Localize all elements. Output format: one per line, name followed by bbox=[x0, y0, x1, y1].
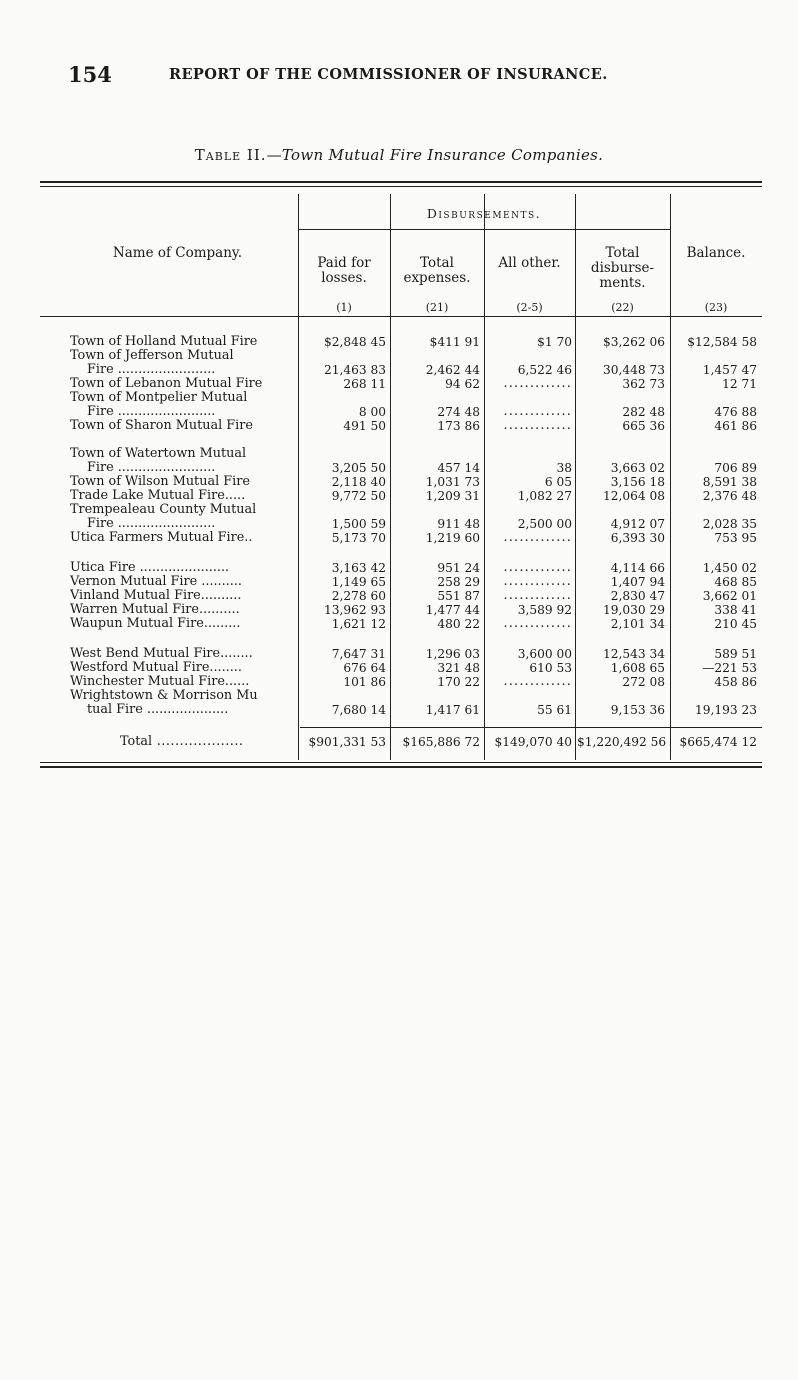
column-header bbox=[670, 246, 762, 261]
cell-value: 3,205 50 bbox=[331, 461, 386, 475]
cell-value: 19,193 23 bbox=[694, 703, 757, 717]
cell-value: 1,219 60 bbox=[425, 531, 480, 545]
cell-value: 3,662 01 bbox=[702, 589, 757, 603]
cell-value: 30,448 73 bbox=[602, 363, 665, 377]
column-number: (1) bbox=[336, 301, 352, 314]
cell-value: 461 86 bbox=[714, 419, 757, 433]
header-bottom-rule bbox=[40, 316, 762, 317]
company-name: Town of Holland Mutual Fire bbox=[70, 335, 258, 349]
cell-value: —221 53 bbox=[702, 661, 757, 675]
company-name: Trempealeau County Mutual bbox=[70, 503, 257, 517]
header-disbursements: Disbursements. bbox=[426, 206, 542, 221]
cell-value: 1,082 27 bbox=[517, 489, 572, 503]
cell-value: 1,209 31 bbox=[425, 489, 480, 503]
title-dash: — bbox=[266, 146, 282, 164]
page-header bbox=[68, 62, 768, 92]
total-value: $165,886 72 bbox=[402, 735, 480, 749]
cell-value: 4,912 07 bbox=[610, 517, 665, 531]
cell-value: 2,118 40 bbox=[331, 475, 386, 489]
cell-value: 551 87 bbox=[437, 589, 480, 603]
cell-value: 362 73 bbox=[622, 377, 665, 391]
empty-cell-leader: ............. bbox=[503, 405, 572, 419]
cell-value: 274 48 bbox=[437, 405, 480, 419]
column-header-line: Total bbox=[605, 245, 640, 261]
table-row bbox=[0, 575, 798, 589]
table-row bbox=[0, 447, 798, 461]
cell-value: 911 48 bbox=[437, 517, 480, 531]
cell-value: 468 85 bbox=[714, 575, 757, 589]
company-name: Town of Montpelier Mutual bbox=[70, 391, 248, 405]
company-name: Trade Lake Mutual Fire..... bbox=[70, 489, 246, 503]
cell-value: 1,149 65 bbox=[331, 575, 386, 589]
cell-value: 12,543 34 bbox=[602, 647, 665, 661]
cell-value: 1,296 03 bbox=[425, 647, 480, 661]
column-header-line: ments. bbox=[599, 275, 646, 291]
cell-value: 1,621 12 bbox=[331, 617, 386, 631]
cell-value: 4,114 66 bbox=[610, 561, 665, 575]
cell-value: 94 62 bbox=[445, 377, 480, 391]
table-row bbox=[0, 703, 798, 717]
company-name: Fire ........................ bbox=[87, 363, 216, 377]
cell-value: 1,407 94 bbox=[610, 575, 665, 589]
table-row bbox=[0, 675, 798, 689]
total-value: $901,331 53 bbox=[308, 735, 386, 749]
table-subtitle: Town Mutual Fire Insurance Companies. bbox=[281, 146, 604, 164]
cell-value: 951 24 bbox=[437, 561, 480, 575]
column-header-line: All other. bbox=[498, 255, 561, 271]
column-number: (22) bbox=[611, 301, 634, 314]
cell-value: 258 29 bbox=[437, 575, 480, 589]
disbursements-group-rule bbox=[298, 229, 670, 230]
cell-value: 38 bbox=[556, 461, 572, 475]
table-row bbox=[0, 603, 798, 617]
company-name: Town of Jefferson Mutual bbox=[70, 349, 234, 363]
header-name-of-company: Name of Company. bbox=[112, 245, 243, 261]
column-header-line: Total bbox=[420, 255, 454, 271]
cell-value: 3,163 42 bbox=[331, 561, 386, 575]
table-row bbox=[0, 363, 798, 377]
table-label: Table II. bbox=[194, 146, 267, 164]
company-name: Vernon Mutual Fire .......... bbox=[70, 575, 242, 589]
cell-value: 21,463 83 bbox=[323, 363, 386, 377]
cell-value: 3,589 92 bbox=[517, 603, 572, 617]
cell-value: 8 00 bbox=[358, 405, 386, 419]
table-row bbox=[0, 335, 798, 349]
table-row bbox=[0, 461, 798, 475]
cell-value: 55 61 bbox=[537, 703, 572, 717]
top-rule-thin bbox=[40, 186, 762, 187]
cell-value: 7,680 14 bbox=[331, 703, 386, 717]
table-row bbox=[0, 489, 798, 503]
cell-value: 272 08 bbox=[622, 675, 665, 689]
page-number: 154 bbox=[68, 62, 112, 87]
cell-value: 6,393 30 bbox=[610, 531, 665, 545]
company-name: Warren Mutual Fire.......... bbox=[70, 603, 240, 617]
company-name: tual Fire .................... bbox=[87, 703, 229, 717]
column-header bbox=[298, 256, 390, 286]
total-value: $1,220,492 56 bbox=[577, 735, 667, 749]
cell-value: 2,376 48 bbox=[702, 489, 757, 503]
table-row bbox=[0, 503, 798, 517]
cell-value: 3,156 18 bbox=[610, 475, 665, 489]
cell-value: 476 88 bbox=[714, 405, 757, 419]
running-head: REPORT OF THE COMMISSIONER OF INSURANCE. bbox=[169, 66, 608, 83]
company-name: Fire ........................ bbox=[87, 405, 216, 419]
table-row bbox=[0, 617, 798, 631]
empty-cell-leader: ............. bbox=[503, 531, 572, 545]
table-row bbox=[0, 419, 798, 433]
table-row bbox=[0, 647, 798, 661]
table-row bbox=[0, 561, 798, 575]
company-name: Town of Wilson Mutual Fire bbox=[70, 475, 250, 489]
table-row bbox=[0, 349, 798, 363]
cell-value: 458 86 bbox=[714, 675, 757, 689]
company-name: Fire ........................ bbox=[87, 517, 216, 531]
cell-value: 1,477 44 bbox=[425, 603, 480, 617]
cell-value: 3,663 02 bbox=[610, 461, 665, 475]
company-name: Town of Watertown Mutual bbox=[70, 447, 247, 461]
company-name: Wrightstown & Morrison Mu bbox=[70, 689, 258, 703]
total-value: $149,070 40 bbox=[494, 735, 572, 749]
cell-value: 610 53 bbox=[529, 661, 572, 675]
cell-value: 480 22 bbox=[437, 617, 480, 631]
cell-value: 5,173 70 bbox=[331, 531, 386, 545]
table-row bbox=[0, 475, 798, 489]
column-header bbox=[390, 256, 484, 286]
table-row bbox=[0, 589, 798, 603]
total-label-text: Total bbox=[120, 734, 153, 749]
cell-value: 2,278 60 bbox=[331, 589, 386, 603]
cell-value: 9,772 50 bbox=[331, 489, 386, 503]
cell-value: 753 95 bbox=[714, 531, 757, 545]
table-row bbox=[0, 517, 798, 531]
column-header-line: expenses. bbox=[403, 270, 471, 286]
cell-value: 589 51 bbox=[714, 647, 757, 661]
cell-value: 491 50 bbox=[343, 419, 386, 433]
empty-cell-leader: ............. bbox=[503, 589, 572, 603]
column-number: (2-5) bbox=[516, 301, 543, 314]
column-number: (23) bbox=[704, 301, 728, 314]
company-name: Fire ........................ bbox=[87, 461, 216, 475]
cell-value: 2,462 44 bbox=[425, 363, 480, 377]
table-row bbox=[0, 689, 798, 703]
cell-value: 6,522 46 bbox=[517, 363, 572, 377]
empty-cell-leader: ............. bbox=[503, 419, 572, 433]
cell-value: 12,064 08 bbox=[602, 489, 665, 503]
company-name: Winchester Mutual Fire...... bbox=[70, 675, 250, 689]
column-header bbox=[575, 246, 670, 291]
cell-value: 6 05 bbox=[544, 475, 572, 489]
empty-cell-leader: ............. bbox=[503, 561, 572, 575]
cell-value: 101 86 bbox=[343, 675, 386, 689]
cell-value: $2,848 45 bbox=[323, 335, 386, 349]
column-number: (21) bbox=[425, 301, 449, 314]
cell-value: 321 48 bbox=[437, 661, 480, 675]
cell-value: $3,262 06 bbox=[602, 335, 665, 349]
cell-value: 676 64 bbox=[343, 661, 386, 675]
table-row bbox=[0, 377, 798, 391]
cell-value: 2,500 00 bbox=[517, 517, 572, 531]
table-row bbox=[0, 391, 798, 405]
column-header bbox=[484, 256, 575, 271]
cell-value: 19,030 29 bbox=[602, 603, 665, 617]
company-name: West Bend Mutual Fire........ bbox=[70, 647, 253, 661]
cell-value: 173 86 bbox=[437, 419, 480, 433]
cell-value: 1,450 02 bbox=[702, 561, 757, 575]
empty-cell-leader: ............. bbox=[503, 377, 572, 391]
empty-cell-leader: ............. bbox=[503, 675, 572, 689]
cell-value: 1,608 65 bbox=[610, 661, 665, 675]
cell-value: 665 36 bbox=[622, 419, 665, 433]
bottom-rule-thin bbox=[40, 762, 762, 763]
company-name: Utica Fire ...................... bbox=[70, 561, 230, 575]
cell-value: $1 70 bbox=[537, 335, 572, 349]
cell-value: 7,647 31 bbox=[331, 647, 386, 661]
company-name: Utica Farmers Mutual Fire.. bbox=[70, 531, 253, 545]
cell-value: 1,031 73 bbox=[425, 475, 480, 489]
table-row bbox=[0, 661, 798, 675]
company-name: Waupun Mutual Fire......... bbox=[70, 617, 241, 631]
cell-value: 1,500 59 bbox=[331, 517, 386, 531]
company-name: Town of Sharon Mutual Fire bbox=[70, 419, 253, 433]
company-name: Town of Lebanon Mutual Fire bbox=[70, 377, 263, 391]
top-rule-thick bbox=[40, 181, 762, 183]
cell-value: 2,830 47 bbox=[610, 589, 665, 603]
table-row bbox=[0, 531, 798, 545]
column-header-line: disburse- bbox=[590, 260, 655, 276]
table-row bbox=[0, 405, 798, 419]
cell-value: 170 22 bbox=[437, 675, 480, 689]
column-header-line: Balance. bbox=[686, 245, 746, 261]
total-label bbox=[120, 735, 243, 749]
company-name: Vinland Mutual Fire.......... bbox=[70, 589, 242, 603]
total-row bbox=[0, 735, 798, 749]
cell-value: 282 48 bbox=[622, 405, 665, 419]
cell-value: 3,600 00 bbox=[517, 647, 572, 661]
cell-value: 268 11 bbox=[343, 377, 386, 391]
cell-value: 9,153 36 bbox=[610, 703, 665, 717]
cell-value: 457 14 bbox=[437, 461, 480, 475]
cell-value: 2,028 35 bbox=[702, 517, 757, 531]
cell-value: 8,591 38 bbox=[702, 475, 757, 489]
cell-value: $12,584 58 bbox=[687, 335, 757, 349]
cell-value: 338 41 bbox=[714, 603, 757, 617]
cell-value: 1,457 47 bbox=[702, 363, 757, 377]
table-title bbox=[0, 146, 798, 164]
company-name: Westford Mutual Fire........ bbox=[70, 661, 242, 675]
total-label-dots: ................... bbox=[152, 734, 244, 749]
column-header-line: losses. bbox=[321, 270, 367, 286]
cell-value: 706 89 bbox=[714, 461, 757, 475]
total-top-rule bbox=[300, 727, 762, 728]
cell-value: $411 91 bbox=[429, 335, 480, 349]
empty-cell-leader: ............. bbox=[503, 575, 572, 589]
empty-cell-leader: ............. bbox=[503, 617, 572, 631]
bottom-rule-thick bbox=[40, 766, 762, 768]
column-header-line: Paid for bbox=[317, 255, 371, 271]
cell-value: 12 71 bbox=[722, 377, 757, 391]
cell-value: 210 45 bbox=[714, 617, 757, 631]
cell-value: 2,101 34 bbox=[610, 617, 665, 631]
cell-value: 13,962 93 bbox=[323, 603, 386, 617]
total-value: $665,474 12 bbox=[679, 735, 757, 749]
cell-value: 1,417 61 bbox=[425, 703, 480, 717]
